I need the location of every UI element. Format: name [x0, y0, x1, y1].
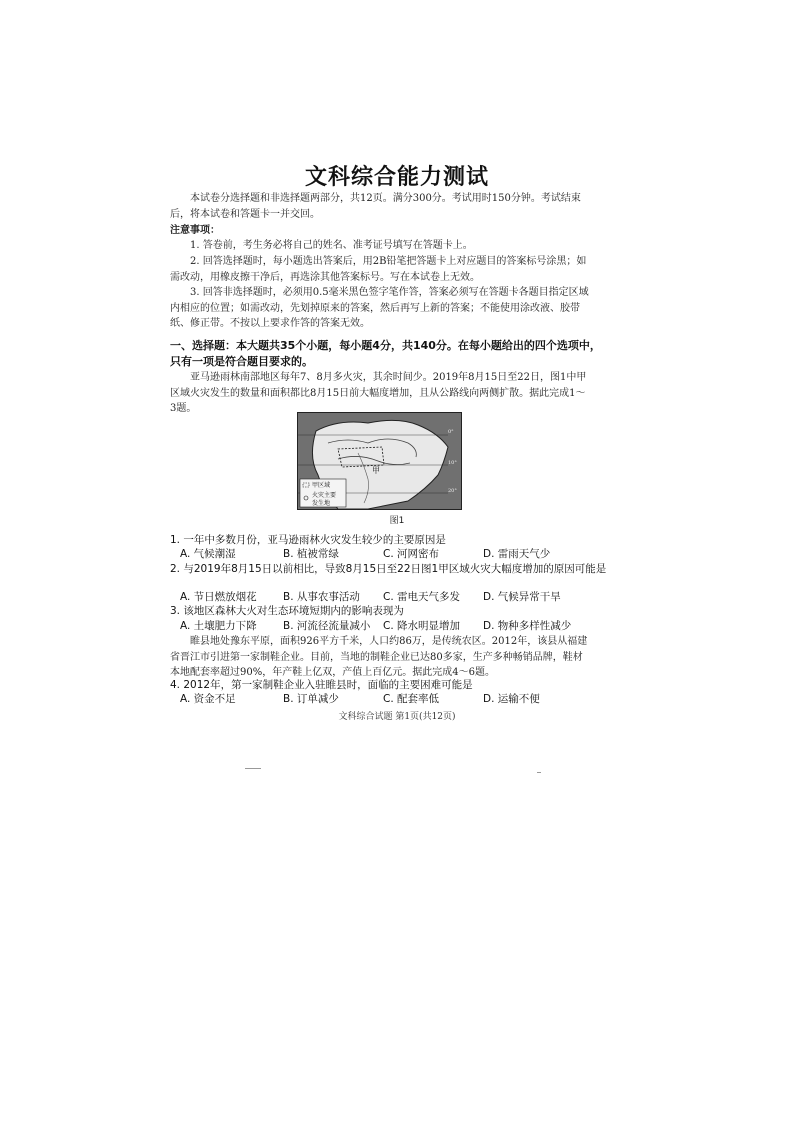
page-title: 文科综合能力测试	[304, 165, 489, 190]
section-heading: 一、选择题：本大题共35个小题，每小题4分，共140分。在每小题给出的四个选项中，只有一项是符合题目要求的。	[170, 339, 601, 368]
q2-option-d[interactable]: D. 气候异常干旱	[483, 591, 561, 603]
map-label-jia: 甲	[372, 466, 380, 475]
scan-artifact	[245, 768, 261, 769]
q1-option-b[interactable]: B. 植被常绿	[283, 548, 339, 560]
question-1-stem: 1. 一年中多数月份，亚马逊雨林火灾发生较少的主要原因是	[170, 534, 446, 546]
intro-paragraph: 本试卷分选择题和非选择题两部分，共12页。满分300分。考试用时150分钟。考试结束后，将本试卷和答题卡一并交回。	[170, 193, 581, 220]
map-legend-1: 甲区域	[312, 482, 331, 489]
scan-artifact	[537, 772, 541, 773]
question-3-stem: 3. 该地区森林大火对生态环境短期内的影响表现为	[170, 605, 404, 617]
q2-option-a[interactable]: A. 节日燃放烟花	[180, 591, 257, 603]
notice-item-3: 3. 回答非选择题时，必须用0.5毫米黑色签字笔作答，答案必须写在答题卡各题目指定区域内相应的位置；如需改动，先划掉原来的答案，然后再写上新的答案；不能使用涂改液、胶带纸、修正带。不按以上要求作答的答案无效。	[170, 287, 589, 329]
q2-option-b[interactable]: B. 从事农事活动	[283, 591, 360, 603]
q1-option-d[interactable]: D. 雷雨天气少	[483, 548, 551, 560]
map-legend-3: 发生地	[312, 500, 331, 507]
notice-item-2: 2. 回答选择题时，每小题选出答案后，用2B铅笔把答题卡上对应题目的答案标号涂黑；如需改动，用橡皮擦干净后，再选涂其他答案标号。写在本试卷上无效。	[170, 256, 587, 283]
question-2-stem: 2. 与2019年8月15日以前相比，导致8月15日至22日图1甲区域火灾大幅度增加的原因可能是	[170, 563, 607, 575]
q4-option-a[interactable]: A. 资金不足	[180, 693, 236, 705]
q4-option-d[interactable]: D. 运输不便	[483, 693, 540, 705]
question-4-stem: 4. 2012年，第一家制鞋企业入驻睢县时，面临的主要困难可能是	[170, 679, 473, 691]
q4-option-b[interactable]: B. 订单减少	[283, 693, 339, 705]
figure-caption: 图1	[389, 516, 405, 526]
map-lat-0: 0°	[448, 429, 454, 435]
q3-option-b[interactable]: B. 河流径流量减小	[283, 620, 371, 632]
notice-heading: 注意事项：	[170, 225, 220, 236]
material-2: 睢县地处豫东平原，面积926平方千米，人口约86万，是传统农区。2012年，该县从福建省晋江市引进第一家制鞋企业。目前，当地的制鞋企业已达80多家，生产多种畅销品牌，鞋材本地配套率超过90%，年产鞋上亿双，产值上百亿元。据此完成4～6题。	[170, 636, 588, 678]
map-legend-2: 火灾主要	[312, 492, 337, 499]
q3-option-d[interactable]: D. 物种多样性减少	[483, 620, 572, 632]
map-lat-10: 10°	[448, 460, 457, 466]
q3-option-c[interactable]: C. 降水明显增加	[383, 620, 461, 632]
q2-option-c[interactable]: C. 雷电天气多发	[383, 591, 461, 603]
material-1: 亚马逊雨林南部地区每年7、8月多火灾，其余时间少。2019年8月15日至22日，图1中甲区域火灾发生的数量和面积都比8月15日前大幅度增加，且从公路线向两侧扩散。据此完成1～3题。	[170, 372, 587, 414]
q1-option-c[interactable]: C. 河网密布	[383, 548, 440, 560]
q3-option-a[interactable]: A. 土壤肥力下降	[180, 620, 257, 632]
notice-item-1: 1. 答卷前，考生务必将自己的姓名、准考证号填写在答题卡上。	[190, 240, 473, 251]
page-footer: 文科综合试题 第1页(共12页)	[338, 712, 456, 722]
q1-option-a[interactable]: A. 气候潮湿	[180, 548, 236, 560]
amazon-map-figure	[297, 412, 462, 510]
map-lat-20: 20°	[448, 488, 457, 494]
q4-option-c[interactable]: C. 配套率低	[383, 693, 440, 705]
